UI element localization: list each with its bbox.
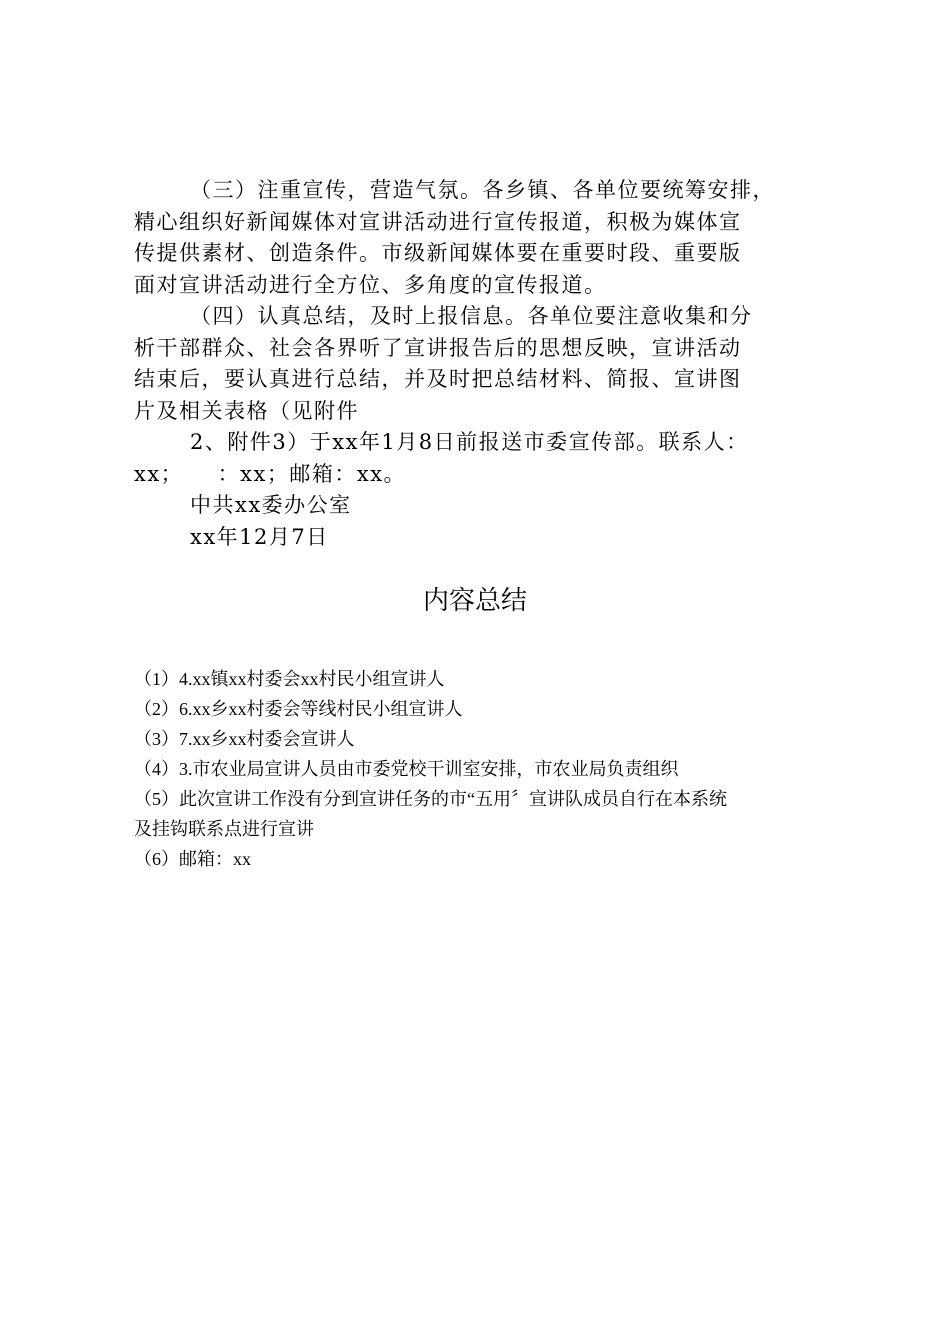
signature-org: 中共xx委办公室: [190, 493, 352, 517]
paragraph-3-line: 精心组织好新闻媒体对宣讲活动进行宣传报道，积极为媒体宣: [134, 209, 742, 234]
paragraph-4-line: 结束后，要认真进行总结，并及时把总结材料、简报、宣讲图: [134, 367, 742, 391]
document-body: [134, 175, 834, 553]
summary-item: （6）邮箱：xx: [134, 849, 251, 869]
attachment-line: xx； ：xx；邮箱：xx。: [134, 461, 407, 486]
paragraph-4-line: （四）认真总结，及时上报信息。各单位要注意收集和分: [190, 304, 753, 328]
paragraph-3-line: 传提供素材、创造条件。市级新闻媒体要在重要时段、重要版: [134, 241, 742, 265]
summary-item: 及挂钩联系点进行宣讲: [134, 819, 314, 839]
summary-item: （3）7.xx乡xx村委会宣讲人: [134, 729, 355, 749]
paragraph-4-line: 片及相关表格（见附件: [134, 398, 359, 423]
summary-item: （1）4.xx镇xx村委会xx村民小组宣讲人: [134, 669, 445, 689]
paragraph-4-line: 析干部群众、社会各界听了宣讲报告后的思想反映，宣讲活动: [134, 335, 742, 360]
attachment-line: 2、附件3）于xx年1月8日前报送市委宣传部。联系人：: [190, 430, 749, 454]
summary-item: （2）6.xx乡xx村委会等线村民小组宣讲人: [134, 699, 463, 719]
summary-item: （4）3.市农业局宣讲人员由市委党校干训室安排，市农业局负责组织: [134, 759, 679, 779]
paragraph-3-line: （三）注重宣传，营造气氛。各乡镇、各单位要统筹安排，: [190, 178, 775, 202]
paragraph-3-line: 面对宣讲活动进行全方位、多角度的宣传报道。: [134, 272, 607, 297]
signature-date: xx年12月7日: [190, 524, 329, 549]
summary-title: 内容总结: [422, 586, 527, 616]
summary-list: [134, 664, 834, 874]
summary-item: （5）此次宣讲工作没有分到宣讲任务的市“五用〞宣讲队成员自行在本系统: [134, 789, 727, 809]
